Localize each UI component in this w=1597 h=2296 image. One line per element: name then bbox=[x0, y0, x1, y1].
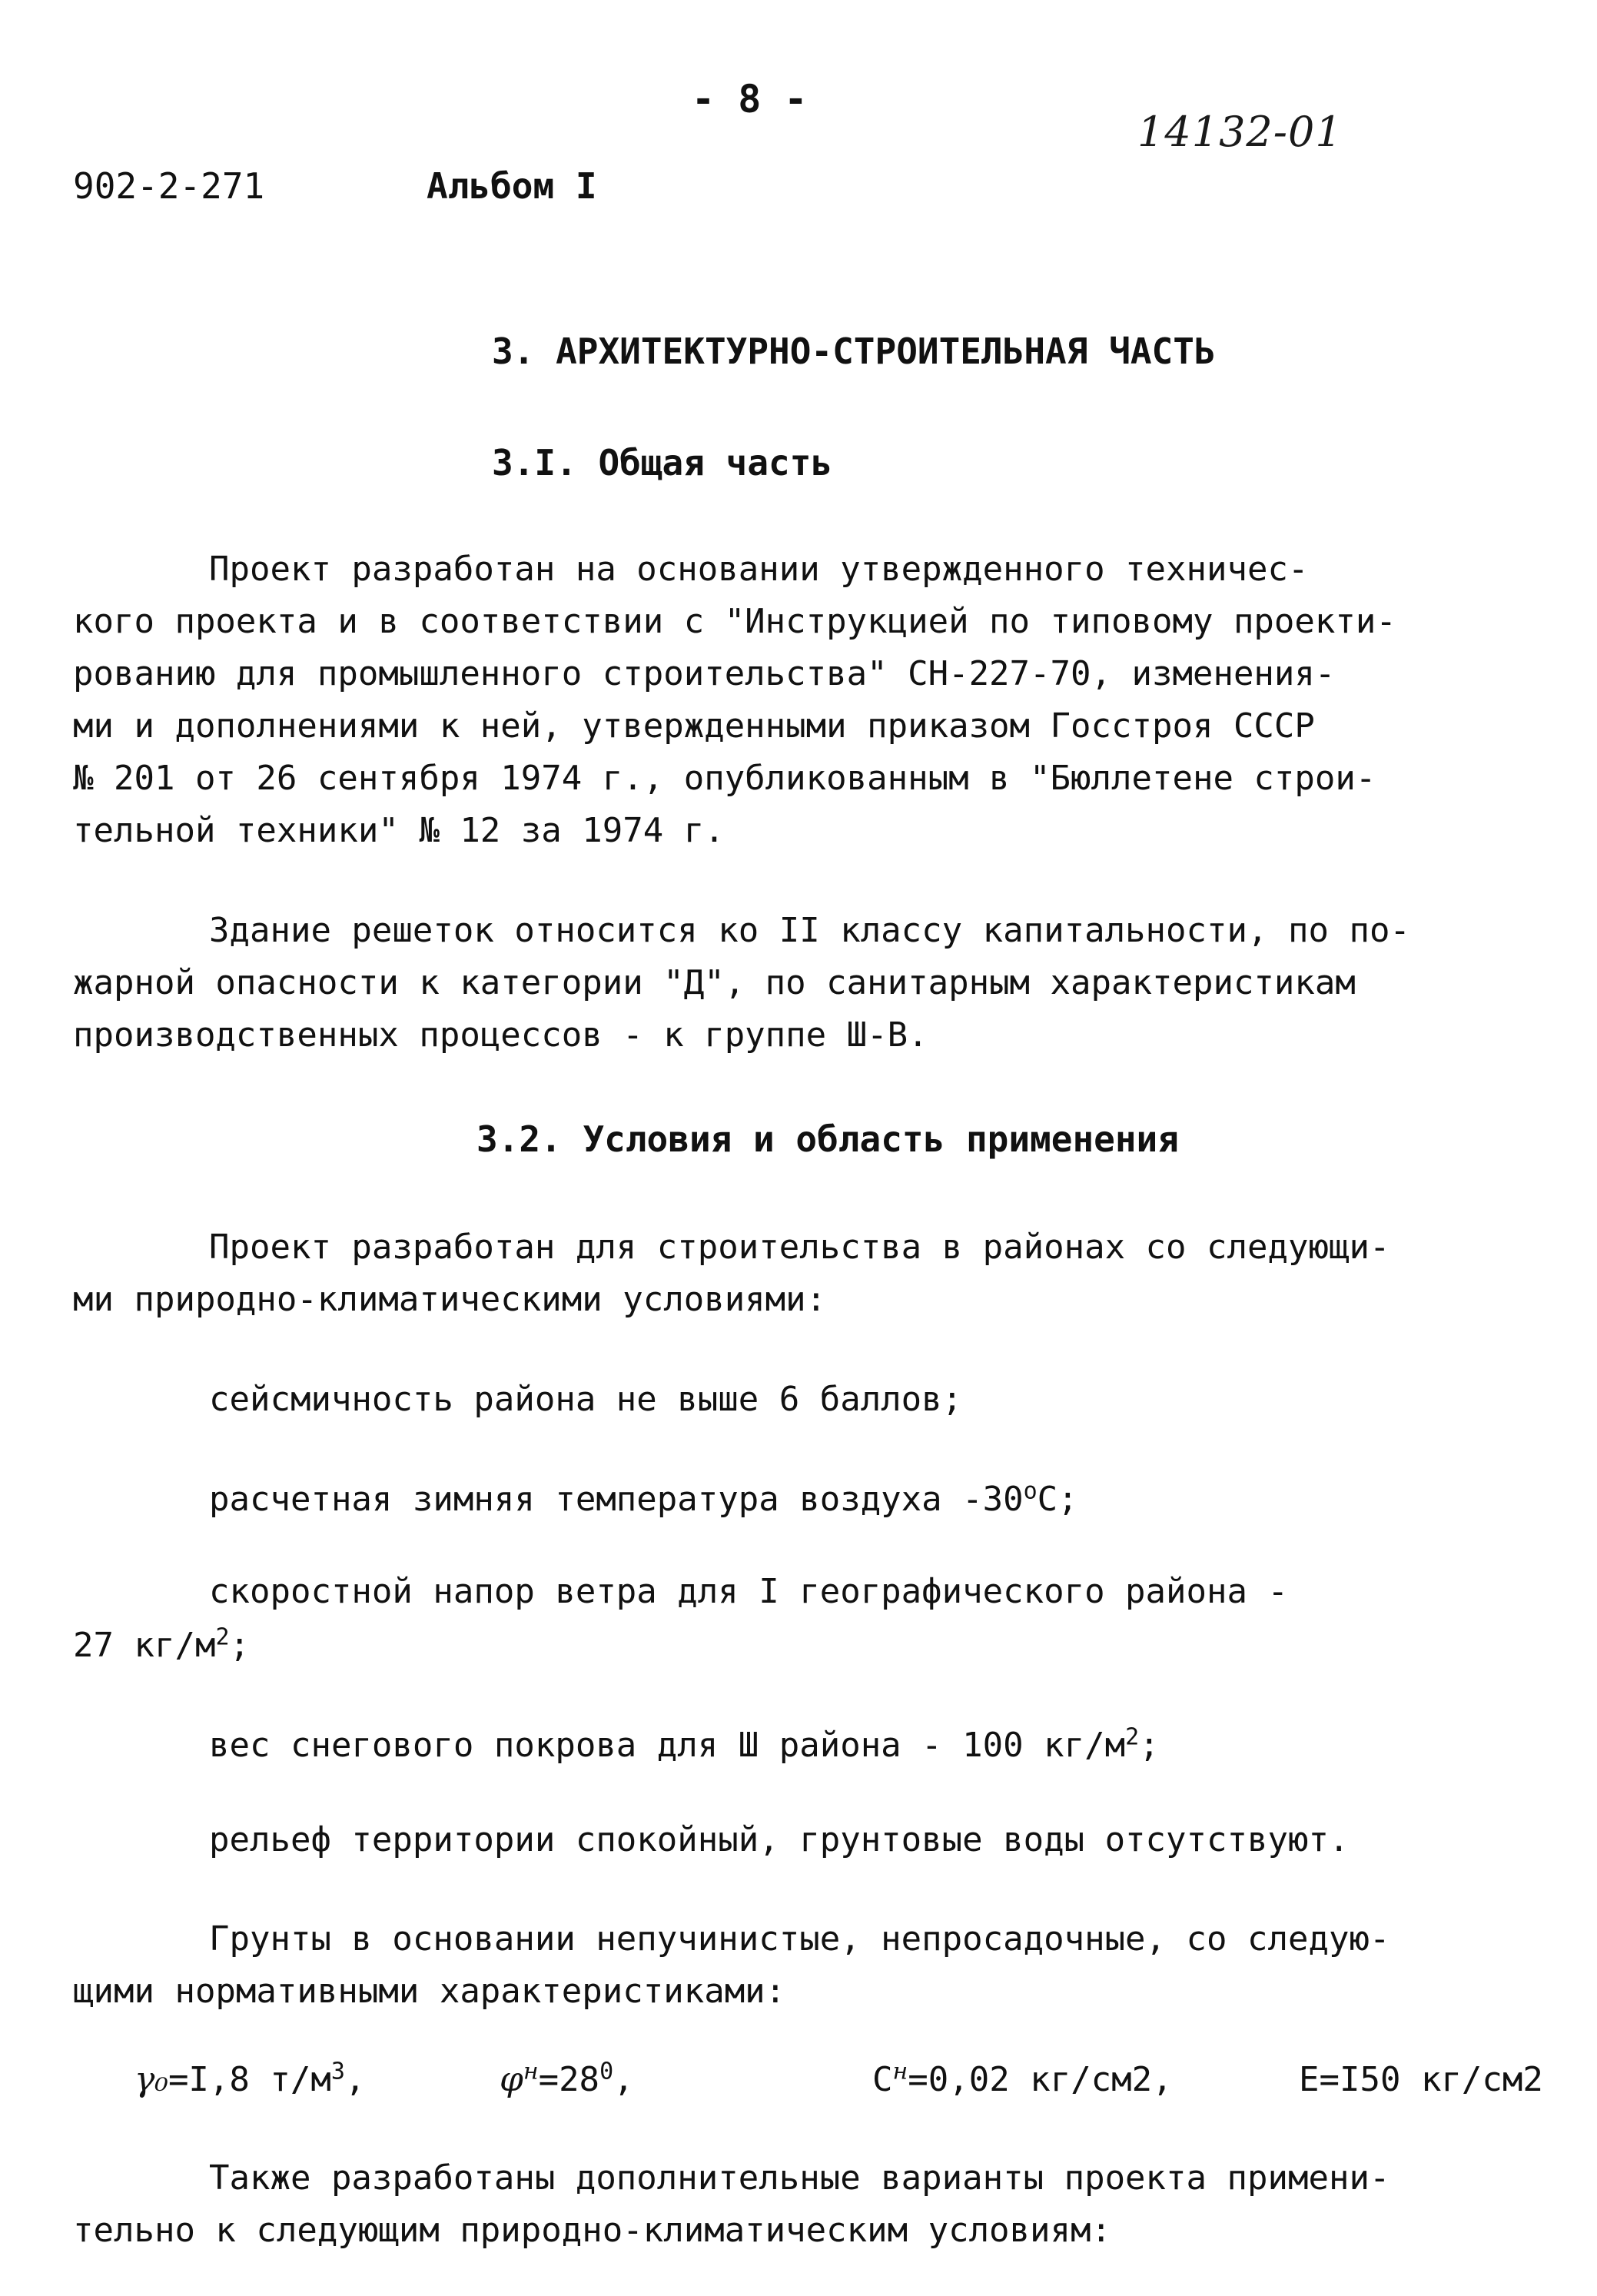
para3-line: ми природно-климатическими условиями: bbox=[73, 1280, 827, 1319]
degree-sup: о bbox=[1023, 1477, 1038, 1505]
condition-seismic: сейсмичность района не выше 6 баллов; bbox=[209, 1380, 963, 1419]
soil-gamma bbox=[134, 2060, 365, 2099]
doc-code: 902-2-271 bbox=[73, 165, 265, 207]
c-value: =0,02 кг/см2, bbox=[908, 2060, 1173, 2099]
gamma-end: , bbox=[344, 2060, 366, 2099]
condition-wind-line2 bbox=[73, 1623, 250, 1665]
album-label: Альбом I bbox=[427, 165, 597, 207]
c-symbol: С bbox=[872, 2060, 893, 2099]
para-last-line: Также разработаны дополнительные варианты проекта примени- bbox=[209, 2158, 1390, 2198]
phi-symbol: φ bbox=[500, 2060, 523, 2099]
para1-line: тельной техники" № 12 за 1974 г. bbox=[73, 811, 725, 850]
subsection-title-general: 3.I. Общая часть bbox=[492, 442, 833, 483]
gamma-sup: 3 bbox=[330, 2058, 345, 2085]
wind-sup: 2 bbox=[215, 1623, 230, 1651]
phi-sup-symbol: н bbox=[523, 2058, 539, 2085]
soil-cohesion bbox=[872, 2060, 1173, 2099]
para1-line: № 201 от 26 сентября 1974 г., опубликованным в "Бюллетене строи- bbox=[73, 759, 1376, 798]
para1-line: рованию для промышленного строительства" СН-227-70, изменения- bbox=[73, 654, 1336, 693]
para3-line: Проект разработан для строительства в районах со следующи- bbox=[209, 1228, 1390, 1267]
para1-line: ми и дополнениями к ней, утвержденными приказом Госстроя СССР bbox=[73, 706, 1315, 746]
condition-wind-line1: скоростной напор ветра для I географического района - bbox=[209, 1572, 1288, 1611]
para1-line: кого проекта и в соответствии с "Инструкцией по типовому проекти- bbox=[73, 602, 1396, 641]
para2-line: производственных процессов - к группе Ш-В. bbox=[73, 1015, 928, 1055]
temperature-unit: С; bbox=[1037, 1480, 1078, 1519]
wind-end: ; bbox=[229, 1626, 250, 1665]
soil-line: Грунты в основании непучинистые, непросадочные, со следую- bbox=[209, 1919, 1390, 1959]
gamma-symbol: γ₀ bbox=[134, 2060, 168, 2099]
page-number: - 8 - bbox=[692, 77, 808, 121]
soil-modulus: Е=I50 кг/см2 bbox=[1299, 2060, 1543, 2099]
subsection-title-conditions: 3.2. Условия и область применения bbox=[476, 1118, 1179, 1160]
condition-snow bbox=[209, 1723, 1160, 1765]
c-sup: н bbox=[892, 2058, 908, 2085]
gamma-value: =I,8 т/м bbox=[168, 2060, 331, 2099]
condition-temperature bbox=[209, 1477, 1078, 1519]
para2-line: жарной опасности к категории "Д", по санитарным характеристикам bbox=[73, 963, 1356, 1002]
handwritten-code: 14132-01 bbox=[1137, 108, 1343, 156]
section-title: 3. АРХИТЕКТУРНО-СТРОИТЕЛЬНАЯ ЧАСТЬ bbox=[492, 331, 1216, 372]
para-last-line: тельно к следующим природно-климатическим условиям: bbox=[73, 2211, 1112, 2250]
phi-value: =28 bbox=[538, 2060, 600, 2099]
temperature-text: расчетная зимняя температура воздуха -30 bbox=[209, 1480, 1024, 1519]
wind-value: 27 кг/м bbox=[73, 1626, 216, 1665]
snow-sup: 2 bbox=[1125, 1723, 1140, 1751]
condition-relief: рельеф территории спокойный, грунтовые воды отсутствуют. bbox=[209, 1820, 1350, 1859]
phi-end: , bbox=[613, 2060, 634, 2099]
snow-text: вес снегового покрова для Ш района - 100 кг/м bbox=[209, 1726, 1126, 1765]
soil-phi bbox=[500, 2060, 634, 2099]
para1-line: Проект разработан на основании утвержденного техничес- bbox=[209, 550, 1309, 589]
phi-sup: 0 bbox=[599, 2058, 614, 2085]
para2-line: Здание решеток относится ко II классу капитальности, по по- bbox=[209, 911, 1410, 950]
snow-end: ; bbox=[1139, 1726, 1160, 1765]
soil-line: щими нормативными характеристиками: bbox=[73, 1972, 786, 2011]
